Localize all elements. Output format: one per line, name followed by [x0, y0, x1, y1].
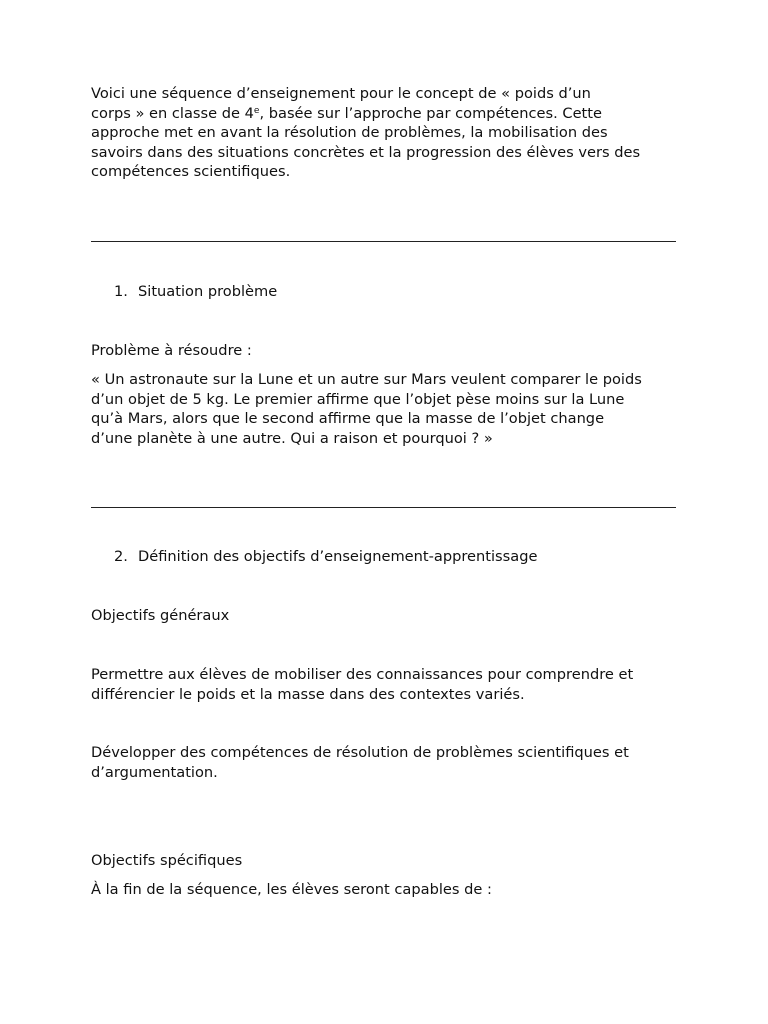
quote-line-1: « Un astronaute sur la Lune et un autre sur Mars veulent comparer le poids	[91, 371, 642, 388]
specific-objectives-intro: À la fin de la séquence, les élèves seront capables de :	[91, 881, 492, 898]
horizontal-rule-1	[91, 241, 676, 242]
problem-quote	[91, 370, 681, 448]
horizontal-rule-2	[91, 507, 676, 508]
general-objective-1-line-2: différencier le poids et la masse dans des contextes variés.	[91, 685, 525, 703]
intro-line-2-start: corps » en classe de 4	[91, 104, 254, 122]
section-2-heading	[114, 547, 674, 567]
quote-line-3: qu’à Mars, alors que le second affirme que la masse de l’objet change	[91, 410, 605, 428]
general-objective-2-line-1: Développer des compétences de résolution de problèmes scientifiques et	[91, 744, 629, 761]
intro-line-3: approche met en avant la résolution de problèmes, la mobilisation des	[91, 124, 608, 142]
section-1-title: Situation problème	[138, 283, 278, 300]
specific-objectives-heading: Objectifs spécifiques	[91, 852, 243, 869]
section-1-number: 1.	[114, 283, 128, 300]
section-1-heading	[114, 282, 674, 302]
general-objectives-heading: Objectifs généraux	[91, 607, 230, 624]
problem-label: Problème à résoudre :	[91, 342, 252, 359]
quote-line-4: d’une planète à une autre. Qui a raison et pourquoi ? »	[91, 429, 493, 447]
intro-line-4: savoirs dans des situations concrètes et la progression des élèves vers des	[91, 143, 641, 161]
section-2-number: 2.	[114, 548, 128, 565]
general-objective-2-line-2: d’argumentation.	[91, 763, 218, 781]
intro-line-1: Voici une séquence d’enseignement pour le concept de « poids d’un	[91, 85, 591, 102]
general-objective-1	[91, 665, 681, 704]
section-2-title: Définition des objectifs d’enseignement-apprentissage	[138, 548, 538, 565]
intro-superscript: e	[253, 105, 260, 116]
general-objective-2	[91, 743, 681, 782]
quote-line-2: d’un objet de 5 kg. Le premier affirme que l’objet pèse moins sur la Lune	[91, 390, 625, 408]
intro-line-2-end: , basée sur l’approche par compétences. Cette	[259, 104, 602, 122]
intro-paragraph	[91, 84, 681, 182]
general-objective-1-line-1: Permettre aux élèves de mobiliser des connaissances pour comprendre et	[91, 666, 634, 683]
intro-line-5: compétences scientifiques.	[91, 163, 291, 181]
